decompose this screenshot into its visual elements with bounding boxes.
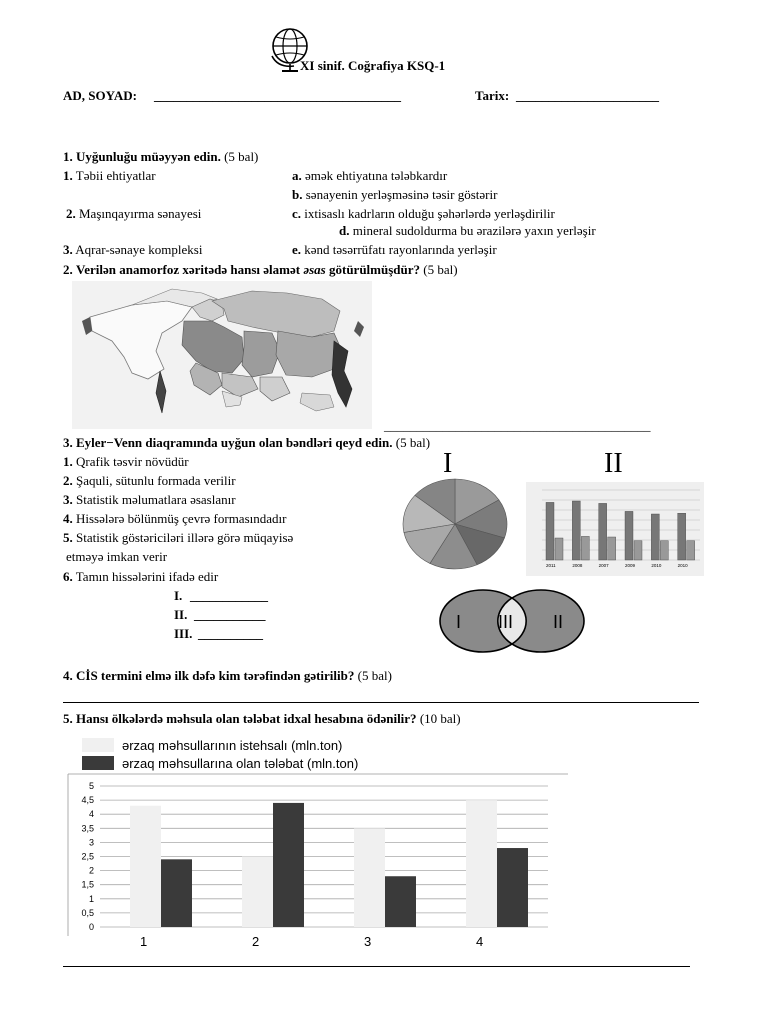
q3-item: 3. Statistik məlumatlara əsaslanır: [63, 492, 236, 507]
figure-label-I: I: [443, 448, 453, 479]
mini-bar: [572, 501, 580, 560]
q3-heading: 3. Eyler−Venn diaqramında uyğun olan bəndləri qeyd edin. (5 bal): [63, 435, 431, 450]
y-tick-label: 1: [88, 893, 94, 904]
q3-item: 1. Qrafik təsvir növüdür: [63, 454, 189, 469]
bar: [161, 859, 192, 927]
x-tick-label: 3: [364, 934, 372, 949]
mini-tick-label: 2011: [546, 563, 556, 568]
q3-answer-blank[interactable]: ____________: [190, 588, 268, 603]
y-tick-label: 4: [88, 809, 94, 820]
bar-chart: [60, 734, 580, 956]
name-label: AD, SOYAD:: [63, 88, 137, 103]
q1-right-item: c. ixtisaslı kadrların olduğu şəhərlərdə yerləşdirilir: [292, 206, 555, 221]
q3-item: etməyə imkan verir: [66, 549, 168, 564]
mini-bar: [546, 502, 554, 560]
legend-swatch: [82, 756, 114, 770]
q3-item: 5. Statistik göstəriciləri illərə görə müqayisə: [63, 530, 294, 545]
figure-label-II: II: [604, 448, 623, 479]
q1-left-item: 1. Təbii ehtiyatlar: [63, 168, 156, 183]
y-tick-label: 3: [88, 837, 94, 848]
mini-bar: [687, 541, 695, 560]
x-tick-label: 1: [140, 934, 148, 949]
mini-tick-label: 2008: [572, 563, 583, 568]
y-tick-label: 4,5: [81, 795, 94, 806]
x-tick-label: 2: [252, 934, 260, 949]
q3-answer-blank[interactable]: ___________: [194, 607, 266, 622]
mini-bar: [608, 537, 616, 560]
bar: [466, 800, 497, 927]
mini-bar: [634, 541, 642, 560]
q1-right-item: b. sənayenin yerləşməsinə təsir göstərir: [292, 187, 498, 202]
q5-heading: 5. Hansı ölkələrdə məhsula olan tələbat idxal hesabına ödənilir? (10 bal): [63, 711, 461, 726]
mini-bar: [625, 511, 633, 560]
bar: [497, 848, 528, 927]
y-tick-label: 3,5: [81, 823, 94, 834]
mini-bar: [678, 513, 686, 560]
q3-answer-label: I.: [174, 588, 183, 603]
q1-right-item: a. əmək ehtiyatına tələbkardır: [292, 168, 448, 183]
name-blank[interactable]: ______________________________________: [154, 88, 401, 103]
mini-bar: [651, 514, 659, 560]
q5-answer-line[interactable]: [63, 966, 690, 967]
venn-label-middle: III: [498, 612, 514, 632]
mini-bar-figure: [526, 482, 704, 576]
legend-label: ərzaq məhsullarının istehsalı (mln.ton): [122, 738, 343, 753]
venn-label-right: II: [553, 612, 564, 632]
bar: [130, 806, 161, 927]
mini-bar: [599, 503, 607, 560]
mini-tick-label: 2010: [651, 563, 662, 568]
y-tick-label: 1,5: [81, 879, 94, 890]
venn-diagram: [438, 588, 586, 654]
date-label: Tarix:: [475, 88, 510, 103]
bar: [385, 876, 416, 927]
page-title: XI sinif. Coğrafiya KSQ-1: [300, 58, 446, 73]
mini-tick-label: 2010: [677, 563, 688, 568]
q3-item: 6. Tamın hissələrini ifadə edir: [63, 569, 219, 584]
q2-answer-blank[interactable]: _________________________________________: [384, 418, 651, 433]
y-tick-label: 5: [88, 781, 94, 791]
bar: [273, 803, 304, 927]
anamorphic-map: [72, 281, 372, 429]
y-tick-label: 2,5: [81, 851, 94, 862]
bar: [242, 857, 273, 928]
q3-answer-blank[interactable]: __________: [198, 626, 263, 641]
q3-answer-label: II.: [174, 607, 188, 622]
y-tick-label: 2: [88, 865, 94, 876]
q3-answer-label: III.: [174, 626, 193, 641]
bar: [354, 828, 385, 927]
x-tick-label: 4: [476, 934, 484, 949]
q3-item: 4. Hissələrə bölünmüş çevrə formasındadır: [63, 511, 287, 526]
legend-swatch: [82, 738, 114, 752]
y-tick-label: 0: [88, 922, 94, 932]
legend-label: ərzaq məhsullarına olan tələbat (mln.ton): [122, 756, 359, 771]
q2-heading: 2. Verilən anamorfoz xəritədə hansı əlamət əsas götürülmüşdür? (5 bal): [63, 262, 458, 277]
date-blank[interactable]: ______________________: [516, 88, 659, 103]
q1-left-item: 3. Aqrar-sənaye kompleksi: [63, 242, 203, 257]
mini-tick-label: 2007: [598, 563, 609, 568]
mini-tick-label: 2009: [625, 563, 636, 568]
mini-bar: [555, 538, 563, 560]
q1-heading: 1. Uyğunluğu müəyyən edin. (5 bal): [63, 149, 259, 164]
y-tick-label: 0,5: [81, 907, 94, 918]
q3-item: 2. Şaquli, sütunlu formada verilir: [63, 473, 236, 488]
q1-right-item: d. mineral sudoldurma bu ərazilərə yaxın yerləşir: [339, 223, 596, 238]
pie-figure: [400, 474, 510, 574]
venn-label-left: I: [456, 612, 462, 632]
q4-heading: 4. CİS termini elmə ilk dəfə kim tərəfindən gətirilib? (5 bal): [63, 668, 392, 683]
mini-bar: [660, 541, 668, 560]
q4-answer-line[interactable]: [63, 702, 699, 703]
q1-left-item: 2. Maşınqayırma sənayesi: [66, 206, 202, 221]
mini-bar: [581, 536, 589, 560]
q1-right-item: e. kənd təsərrüfatı rayonlarında yerləşir: [292, 242, 497, 257]
